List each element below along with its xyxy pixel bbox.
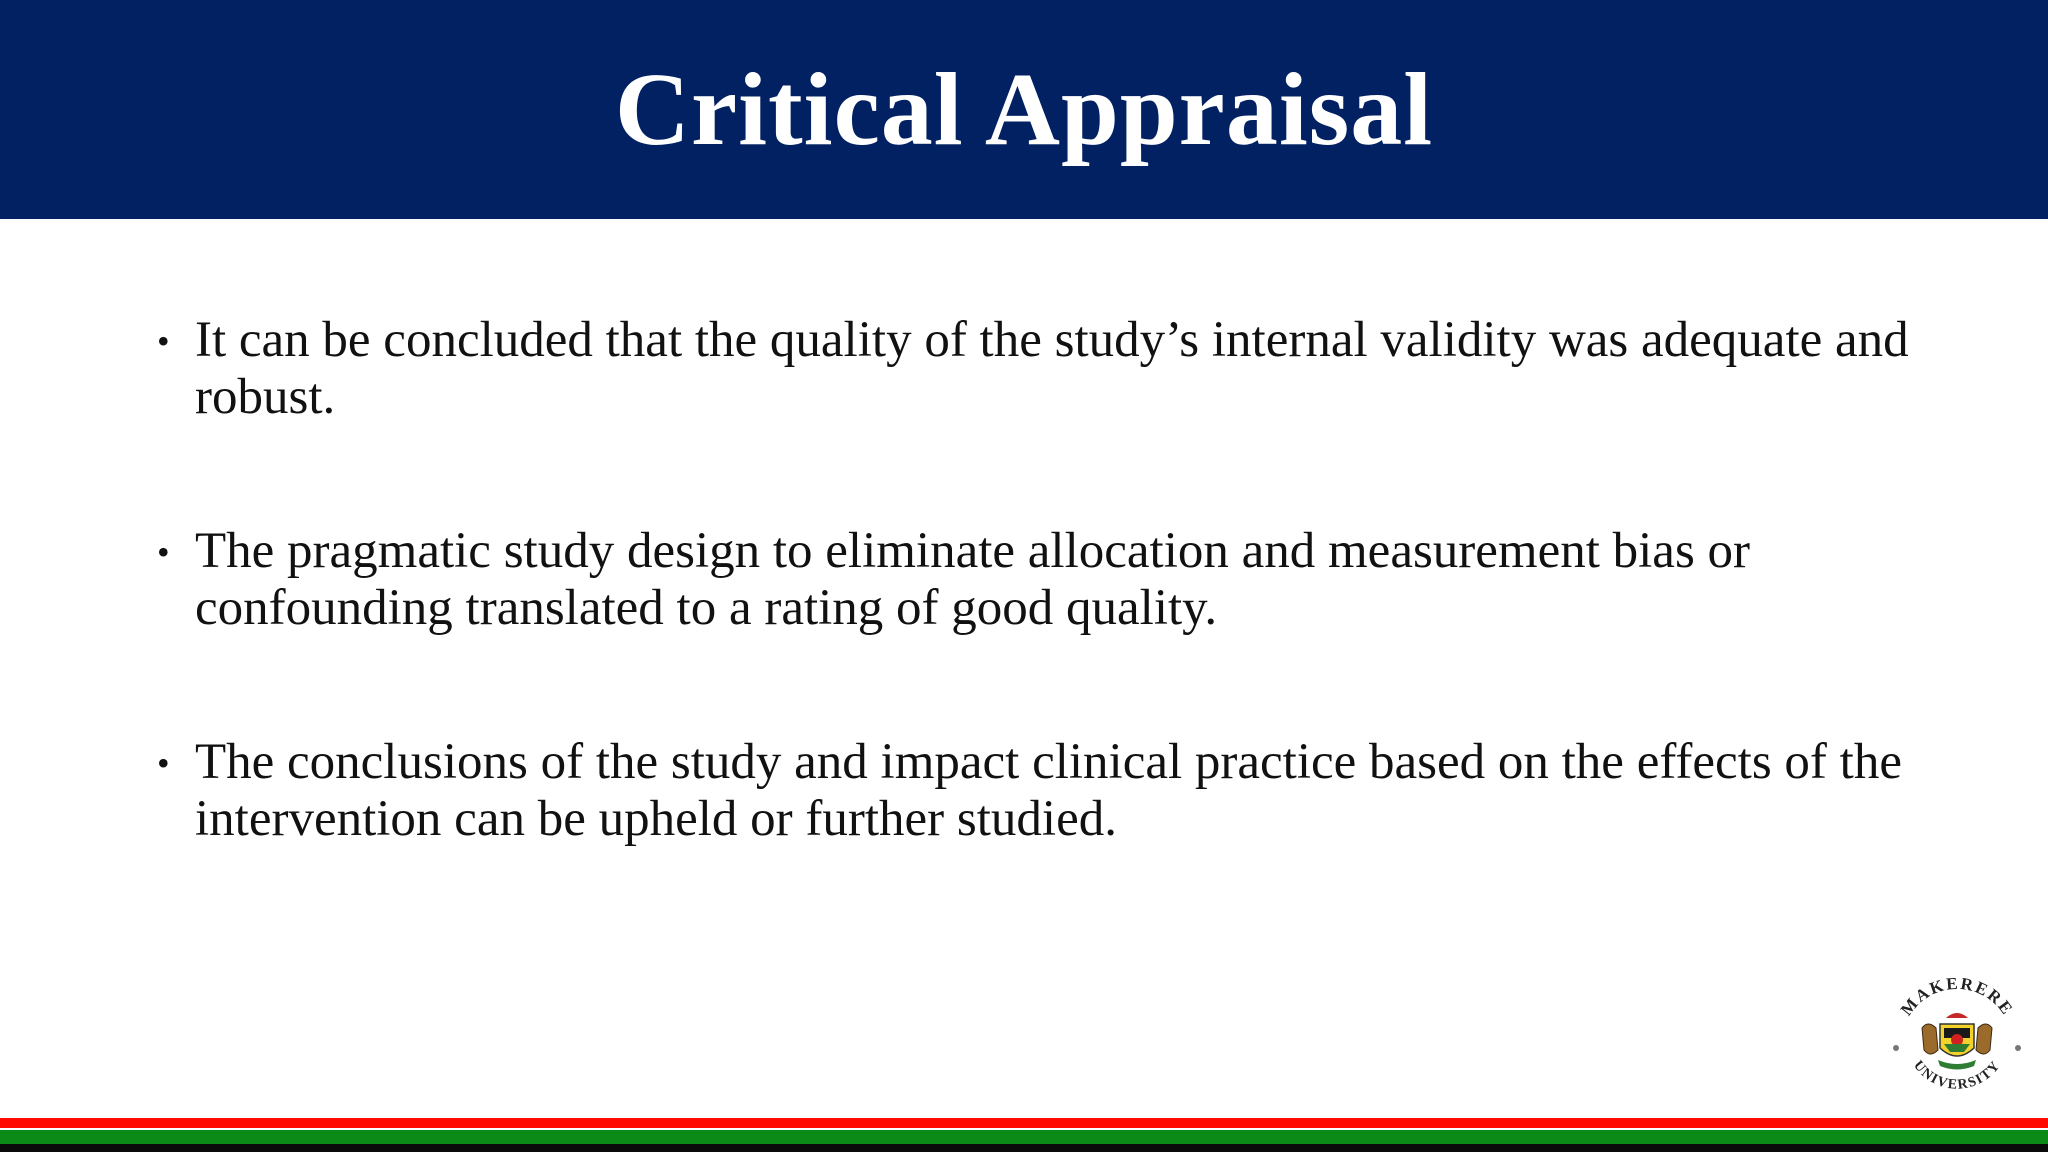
bullet-list [150, 312, 1910, 945]
bullet-icon: • [157, 532, 170, 572]
slide-title: Critical Appraisal [614, 52, 1434, 167]
bullet-text: The pragmatic study design to eliminate allocation and measurement bias or confounding translated to a rating of good quality. [195, 523, 1751, 636]
bullet-text: It can be concluded that the quality of the study’s internal validity was adequate and robust. [195, 312, 1909, 425]
logo-bottom-text: UNIVERSITY [1910, 1058, 2004, 1093]
bullet-text: The conclusions of the study and impact clinical practice based on the effects of the intervention can be upheld or further studied. [195, 734, 1902, 847]
svg-text:MAKERERE [1897, 978, 2018, 1019]
bullet-item [150, 312, 1910, 426]
logo-top-text: MAKERERE [1896, 978, 2018, 1020]
flag-stripe-black [0, 1144, 2048, 1152]
university-logo [1888, 978, 2026, 1104]
bullet-item [150, 523, 1910, 637]
title-banner [0, 0, 2048, 219]
bullet-icon: • [157, 743, 170, 783]
coat-of-arms-icon [1922, 1013, 1992, 1070]
bullet-item [150, 734, 1910, 848]
flag-stripe-green [0, 1130, 2048, 1144]
flag-stripe-red [0, 1118, 2048, 1128]
svg-text:UNIVERSITY [1910, 1058, 2004, 1093]
bullet-icon: • [157, 321, 170, 361]
